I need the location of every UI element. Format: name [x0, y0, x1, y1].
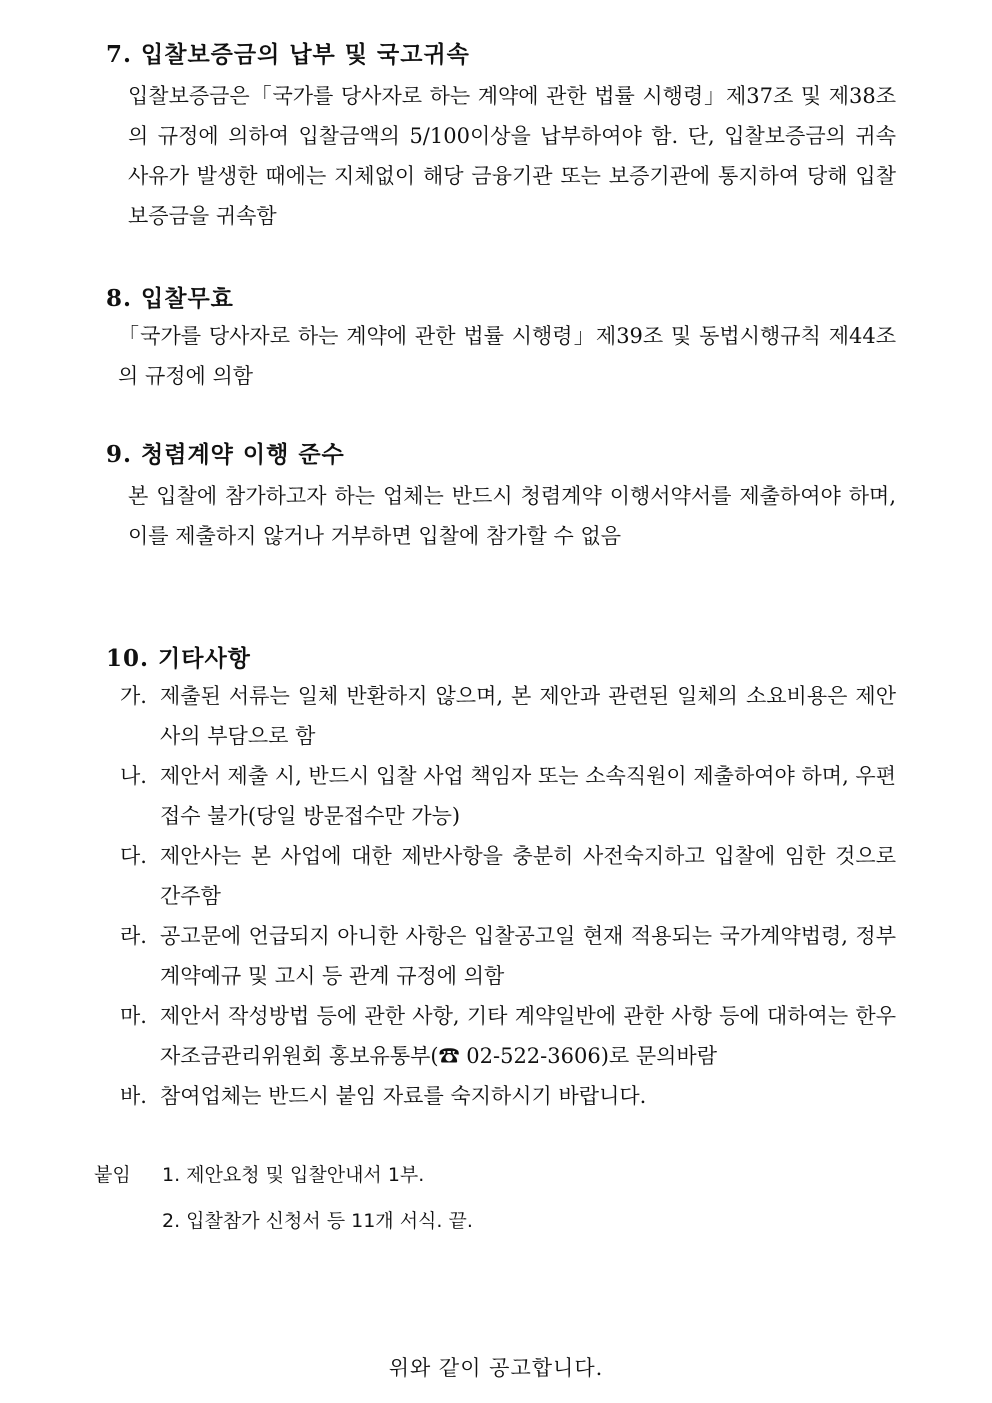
section-8-title: 8. 입찰무효: [106, 285, 234, 312]
closing-statement: 위와 같이 공고합니다.: [388, 1356, 604, 1380]
list-item-marker: 가.: [120, 684, 147, 708]
section-7-body: 입찰보증금은「국가를 당사자로 하는 계약에 관한 법률 시행령」제37조 및 제38조의 규정에 의하여 입찰금액의 5/100이상을 납부하여야 함. 단, 입찰보증금의 귀속 사유가 발생한 때에는 지체없이 해당 금융기관 또는 보증기관에 통지하여 당해 입찰보증금을 귀속함: [128, 84, 896, 228]
list-item-text: 참여업체는 반드시 붙임 자료를 숙지하시기 바랍니다.: [160, 1084, 647, 1108]
list-item-marker: 바.: [120, 1084, 147, 1108]
list-item-marker: 라.: [120, 924, 147, 948]
list-item-ga: [120, 676, 896, 756]
list-item-text: 제안서 제출 시, 반드시 입찰 사업 책임자 또는 소속직원이 제출하여야 하며, 우편접수 불가(당일 방문접수만 가능): [160, 764, 896, 828]
list-item-marker: 다.: [120, 844, 147, 868]
list-item-ba: [120, 1076, 896, 1116]
section-7-title: 7. 입찰보증금의 납부 및 국고귀속: [106, 41, 470, 68]
list-item-text: 제안서 작성방법 등에 관한 사항, 기타 계약일반에 관한 사항 등에 대하여는 한우자조금관리위원회 홍보유통부(☎ 02-522-3606)로 문의바람: [160, 1004, 896, 1068]
list-item-text: 공고문에 언급되지 아니한 사항은 입찰공고일 현재 적용되는 국가계약법령, 정부 계약예규 및 고시 등 관계 규정에 의함: [160, 924, 896, 988]
list-item-marker: 마.: [120, 1004, 147, 1028]
section-8-body: 「국가를 당사자로 하는 계약에 관한 법률 시행령」제39조 및 동법시행규칙 제44조의 규정에 의함: [118, 324, 896, 388]
attachment-line-1: 1. 제안요청 및 입찰안내서 1부.: [162, 1164, 425, 1186]
section-10-title: 10. 기타사항: [106, 645, 251, 672]
list-item-ma: [120, 996, 896, 1076]
list-item-text: 제안사는 본 사업에 대한 제반사항을 충분히 사전숙지하고 입찰에 임한 것으로 간주함: [160, 844, 896, 908]
section-9-title: 9. 청렴계약 이행 준수: [106, 441, 345, 468]
section-9-body: 본 입찰에 참가하고자 하는 업체는 반드시 청렴계약 이행서약서를 제출하여야 하며, 이를 제출하지 않거나 거부하면 입찰에 참가할 수 없음: [128, 484, 896, 548]
attachment-line-2: 2. 입찰참가 신청서 등 11개 서식. 끝.: [162, 1210, 473, 1232]
list-item-ra: [120, 916, 896, 996]
attachments-label: 붙임: [94, 1164, 131, 1186]
list-item-na: [120, 756, 896, 836]
list-item-da: [120, 836, 896, 916]
list-item-marker: 나.: [120, 764, 147, 788]
list-item-text: 제출된 서류는 일체 반환하지 않으며, 본 제안과 관련된 일체의 소요비용은 제안사의 부담으로 함: [160, 684, 896, 748]
